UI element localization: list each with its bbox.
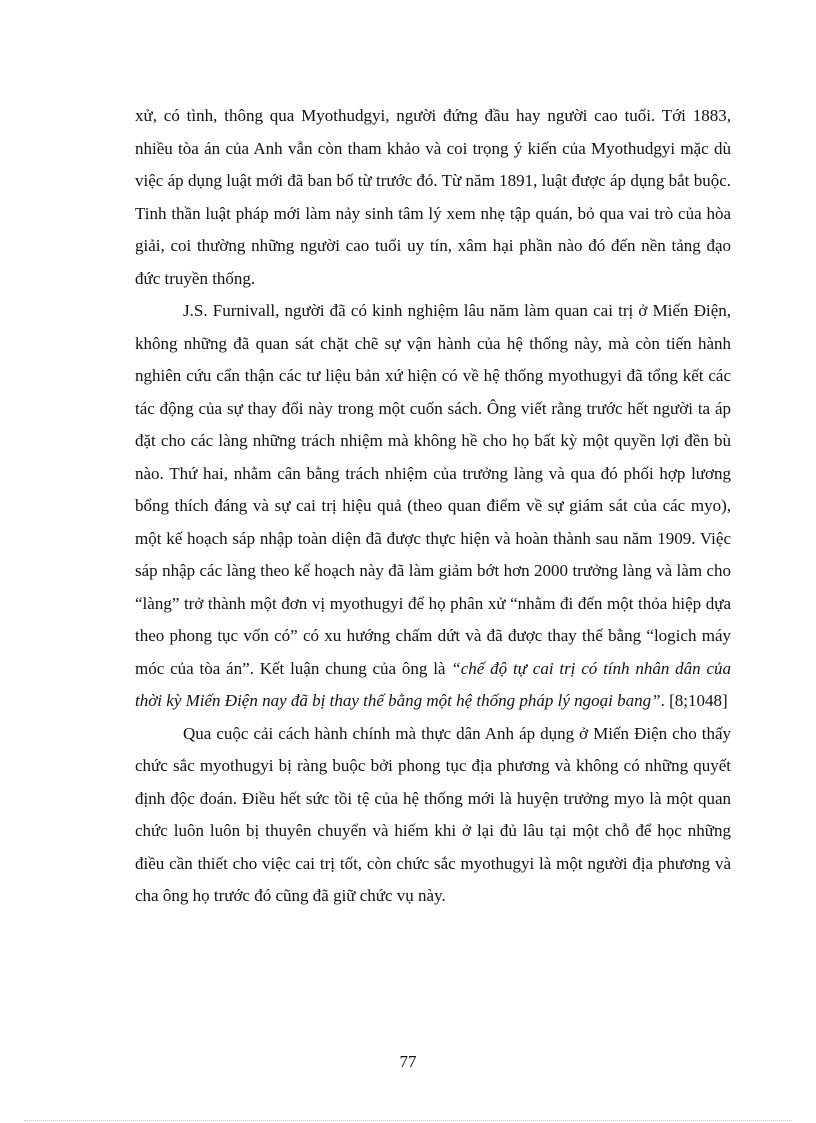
paragraph-1	[135, 100, 731, 295]
page-bottom-divider	[24, 1120, 792, 1121]
paragraph-3	[135, 718, 731, 913]
page-number: 77	[399, 1052, 417, 1071]
paragraph-2	[135, 295, 731, 718]
paragraph-2-text: J.S. Furnivall, người đã có kinh nghiệm lâu năm làm quan cai trị ở Miến Điện, không những đã quan sát chặt chẽ sự vận hành của hệ thống này, mà còn tiến hành nghiên cứu cẩn thận các tư liệu bản xứ hiện có về hệ thống myothugyi đã tổng kết các tác động của sự thay đổi này trong một cuốn sách. Ông viết rằng trước hết người ta áp đặt cho các làng những trách nhiệm mà không hề cho họ bất kỳ một quyền lợi đền bù nào. Thứ hai, nhằm cân bằng trách nhiệm của trưởng làng và qua đó phối hợp lương bổng thích đáng và sự cai trị hiệu quả (theo quan điểm về sự giám sát của các myo), một kế hoạch sáp nhập toàn diện đã được thực hiện và hoàn thành sau năm 1909. Việc sáp nhập các làng theo kế hoạch này đã làm giảm bớt hơn 2000 trưởng làng và làm cho “làng” trở thành một đơn vị myothugyi để họ phân xử “nhằm đi đến một thỏa hiệp dựa theo phong tục vốn có” có xu hướng chấm dứt và đã được thay thế bằng “logich máy móc của tòa án”. Kết luận chung của ông là	[135, 301, 731, 678]
citation: . [8;1048]	[660, 691, 728, 710]
paragraph-1-text: xử, có tình, thông qua Myothudgyi, người đứng đầu hay người cao tuổi. Tới 1883, nhiều tòa án của Anh vẫn còn tham khảo và coi trọng ý kiến của Myothudgyi mặc dù việc áp dụng luật mới đã ban bố từ trước đó. Từ năm 1891, luật được áp dụng bắt buộc. Tinh thần luật pháp mới làm nảy sinh tâm lý xem nhẹ tập quán, bỏ qua vai trò của hòa giải, coi thường những người cao tuổi uy tín, xâm hại phần nào đó đến nền tảng đạo đức truyền thống.	[135, 106, 731, 288]
furnivall-quote: “chế độ tự cai trị có tính nhân dân của thời kỳ Miến Điện nay đã bị thay thế bằng một hệ thống pháp lý ngoại bang”	[135, 658, 731, 710]
page-body	[135, 100, 731, 913]
paragraph-3-text: Qua cuộc cải cách hành chính mà thực dân Anh áp dụng ở Miến Điện cho thấy chức sắc myothugyi bị ràng buộc bởi phong tục địa phương và không có những quyết định độc đoán. Điều hết sức tồi tệ của hệ thống mới là huyện trưởng myo là một quan chức luôn luôn bị thuyên chuyển và hiếm khi ở lại đủ lâu tại một chỗ để học những điều cần thiết cho việc cai trị tốt, còn chức sắc myothugyi là một người địa phương và cha ông họ trước đó cũng đã giữ chức vụ này.	[135, 723, 731, 905]
